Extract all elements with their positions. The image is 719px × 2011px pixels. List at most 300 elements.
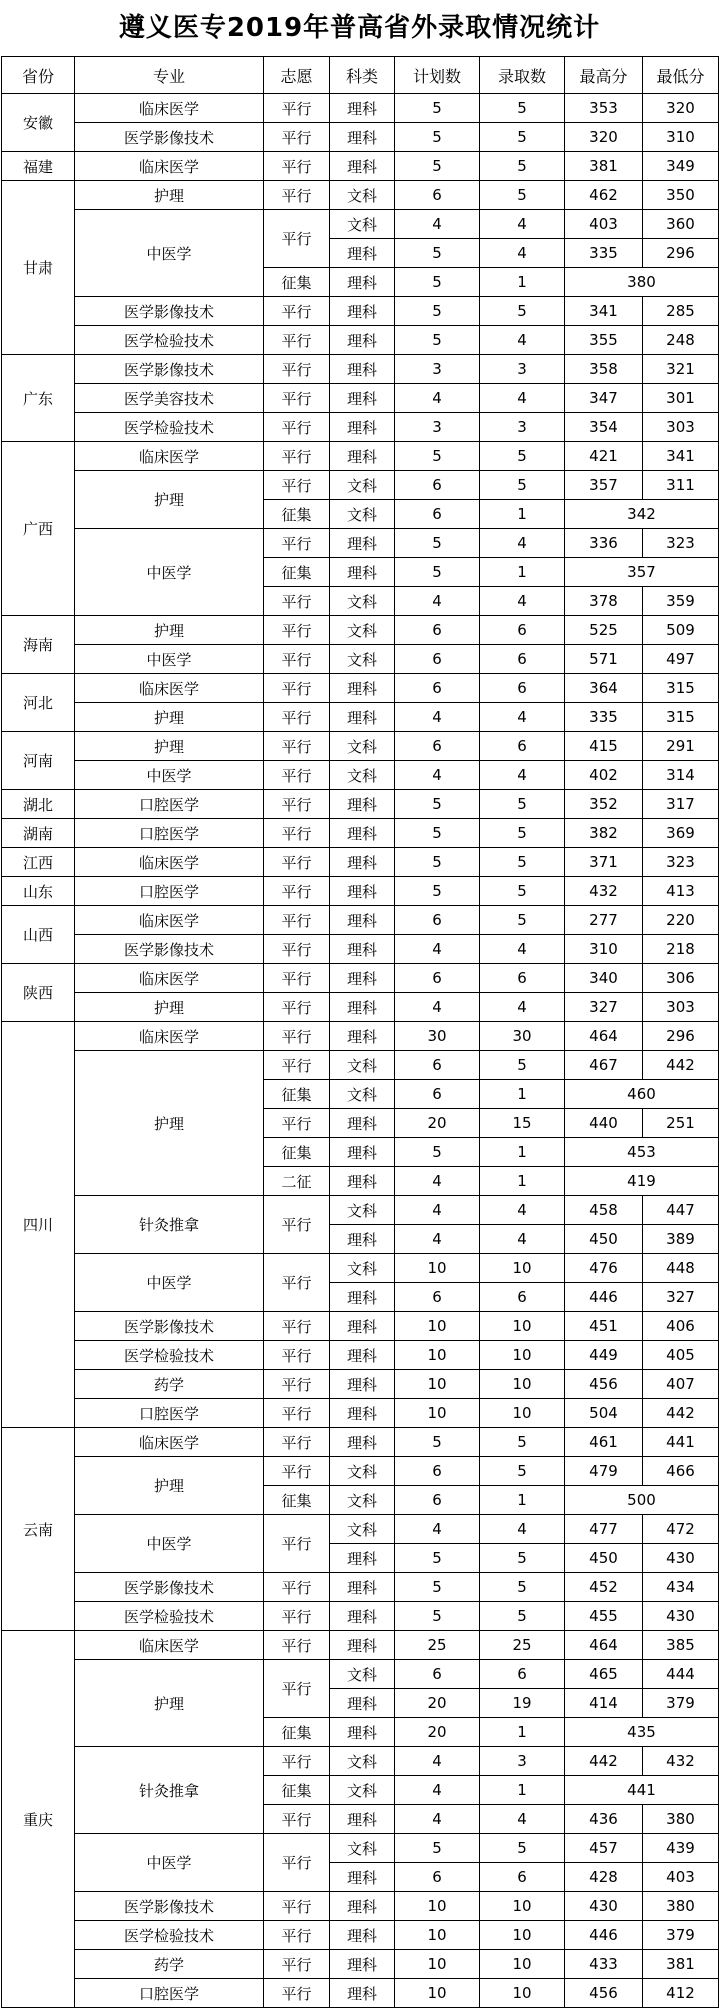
table-row — [2, 123, 719, 152]
admitted-cell: 1 — [480, 1080, 565, 1109]
admitted-cell: 19 — [480, 1689, 565, 1718]
plan-cell: 4 — [395, 935, 480, 964]
major-cell: 口腔医学 — [75, 1399, 264, 1428]
plan-cell: 6 — [395, 471, 480, 500]
admitted-cell: 3 — [480, 413, 565, 442]
subject-cell: 理科 — [330, 819, 395, 848]
max-score-cell: 320 — [565, 123, 643, 152]
max-score-cell: 277 — [565, 906, 643, 935]
score-cell: 453 — [565, 1138, 719, 1167]
score-cell: 419 — [565, 1167, 719, 1196]
subject-cell: 理科 — [330, 384, 395, 413]
max-score-cell: 571 — [565, 645, 643, 674]
admitted-cell: 5 — [480, 471, 565, 500]
max-score-cell: 446 — [565, 1921, 643, 1950]
admitted-cell: 4 — [480, 587, 565, 616]
min-score-cell: 466 — [643, 1457, 719, 1486]
max-score-cell: 428 — [565, 1863, 643, 1892]
table-row — [2, 1341, 719, 1370]
major-cell: 医学检验技术 — [75, 326, 264, 355]
table-row — [2, 1254, 719, 1283]
subject-cell: 理科 — [330, 529, 395, 558]
choice-cell: 平行 — [264, 1892, 330, 1921]
choice-cell: 平行 — [264, 1631, 330, 1660]
major-cell: 医学影像技术 — [75, 355, 264, 384]
table-row — [2, 1979, 719, 2008]
score-cell: 342 — [565, 500, 719, 529]
choice-cell: 平行 — [264, 1109, 330, 1138]
max-score-cell: 433 — [565, 1950, 643, 1979]
max-score-cell: 442 — [565, 1747, 643, 1776]
admitted-cell: 6 — [480, 1660, 565, 1689]
min-score-cell: 442 — [643, 1399, 719, 1428]
subject-cell: 理科 — [330, 1892, 395, 1921]
table-row — [2, 94, 719, 123]
choice-cell: 二征 — [264, 1167, 330, 1196]
province-cell: 海南 — [2, 616, 75, 674]
max-score-cell: 415 — [565, 732, 643, 761]
table-header-row — [2, 57, 719, 94]
major-cell: 医学美容技术 — [75, 384, 264, 413]
min-score-cell: 314 — [643, 761, 719, 790]
admitted-cell: 1 — [480, 558, 565, 587]
table-row — [2, 326, 719, 355]
subject-cell: 理科 — [330, 1921, 395, 1950]
admitted-cell: 4 — [480, 1805, 565, 1834]
admitted-cell: 10 — [480, 1979, 565, 2008]
choice-cell: 平行 — [264, 1022, 330, 1051]
subject-cell: 文科 — [330, 1834, 395, 1863]
plan-cell: 4 — [395, 1515, 480, 1544]
plan-cell: 5 — [395, 442, 480, 471]
plan-cell: 5 — [395, 819, 480, 848]
subject-cell: 理科 — [330, 442, 395, 471]
score-cell: 441 — [565, 1776, 719, 1805]
max-score-cell: 353 — [565, 94, 643, 123]
min-score-cell: 430 — [643, 1602, 719, 1631]
subject-cell: 理科 — [330, 1312, 395, 1341]
max-score-cell: 457 — [565, 1834, 643, 1863]
min-score-cell: 317 — [643, 790, 719, 819]
major-cell: 医学影像技术 — [75, 297, 264, 326]
min-score-cell: 442 — [643, 1051, 719, 1080]
choice-cell: 平行 — [264, 732, 330, 761]
choice-cell: 平行 — [264, 355, 330, 384]
score-cell: 460 — [565, 1080, 719, 1109]
max-score-cell: 461 — [565, 1428, 643, 1457]
admitted-cell: 5 — [480, 94, 565, 123]
min-score-cell: 448 — [643, 1254, 719, 1283]
choice-cell: 平行 — [264, 326, 330, 355]
province-cell: 云南 — [2, 1428, 75, 1631]
min-score-cell: 306 — [643, 964, 719, 993]
admitted-cell: 6 — [480, 616, 565, 645]
major-cell: 护理 — [75, 1457, 264, 1515]
major-cell: 临床医学 — [75, 94, 264, 123]
subject-cell: 文科 — [330, 1457, 395, 1486]
min-score-cell: 509 — [643, 616, 719, 645]
choice-cell: 征集 — [264, 1776, 330, 1805]
subject-cell: 理科 — [330, 94, 395, 123]
subject-cell: 理科 — [330, 1689, 395, 1718]
choice-cell: 征集 — [264, 1718, 330, 1747]
table-row — [2, 1892, 719, 1921]
choice-cell: 平行 — [264, 877, 330, 906]
province-cell: 四川 — [2, 1022, 75, 1428]
choice-cell: 平行 — [264, 413, 330, 442]
min-score-cell: 441 — [643, 1428, 719, 1457]
max-score-cell: 432 — [565, 877, 643, 906]
subject-cell: 文科 — [330, 1254, 395, 1283]
subject-cell: 理科 — [330, 935, 395, 964]
plan-cell: 20 — [395, 1718, 480, 1747]
subject-cell: 文科 — [330, 645, 395, 674]
province-cell: 广东 — [2, 355, 75, 442]
min-score-cell: 323 — [643, 529, 719, 558]
major-cell: 针灸推拿 — [75, 1747, 264, 1834]
min-score-cell: 407 — [643, 1370, 719, 1399]
min-score-cell: 380 — [643, 1892, 719, 1921]
plan-cell: 5 — [395, 877, 480, 906]
table-row — [2, 1312, 719, 1341]
max-score-cell: 358 — [565, 355, 643, 384]
min-score-cell: 248 — [643, 326, 719, 355]
table-body — [2, 94, 719, 2008]
col-admitted-header: 录取数 — [480, 57, 565, 94]
plan-cell: 4 — [395, 993, 480, 1022]
col-min-header: 最低分 — [643, 57, 719, 94]
plan-cell: 6 — [395, 732, 480, 761]
province-cell: 陕西 — [2, 964, 75, 1022]
table-row — [2, 935, 719, 964]
plan-cell: 5 — [395, 268, 480, 297]
choice-cell: 平行 — [264, 1979, 330, 2008]
plan-cell: 4 — [395, 761, 480, 790]
province-cell: 河北 — [2, 674, 75, 732]
choice-cell: 平行 — [264, 1660, 330, 1718]
choice-cell: 平行 — [264, 761, 330, 790]
major-cell: 临床医学 — [75, 674, 264, 703]
subject-cell: 理科 — [330, 877, 395, 906]
choice-cell: 平行 — [264, 616, 330, 645]
min-score-cell: 320 — [643, 94, 719, 123]
admitted-cell: 30 — [480, 1022, 565, 1051]
max-score-cell: 455 — [565, 1602, 643, 1631]
subject-cell: 理科 — [330, 1805, 395, 1834]
min-score-cell: 413 — [643, 877, 719, 906]
subject-cell: 理科 — [330, 355, 395, 384]
admitted-cell: 5 — [480, 297, 565, 326]
plan-cell: 6 — [395, 1457, 480, 1486]
choice-cell: 平行 — [264, 906, 330, 935]
admitted-cell: 6 — [480, 732, 565, 761]
major-cell: 中医学 — [75, 210, 264, 297]
max-score-cell: 449 — [565, 1341, 643, 1370]
table-row — [2, 1660, 719, 1689]
admitted-cell: 1 — [480, 1776, 565, 1805]
major-cell: 护理 — [75, 993, 264, 1022]
table-row — [2, 1950, 719, 1979]
max-score-cell: 464 — [565, 1631, 643, 1660]
admitted-cell: 4 — [480, 761, 565, 790]
max-score-cell: 347 — [565, 384, 643, 413]
province-cell: 山东 — [2, 877, 75, 906]
admitted-cell: 5 — [480, 1051, 565, 1080]
max-score-cell: 336 — [565, 529, 643, 558]
max-score-cell: 371 — [565, 848, 643, 877]
choice-cell: 平行 — [264, 848, 330, 877]
major-cell: 临床医学 — [75, 906, 264, 935]
subject-cell: 理科 — [330, 1718, 395, 1747]
admitted-cell: 10 — [480, 1312, 565, 1341]
min-score-cell: 385 — [643, 1631, 719, 1660]
choice-cell: 平行 — [264, 1254, 330, 1312]
plan-cell: 10 — [395, 1312, 480, 1341]
major-cell: 口腔医学 — [75, 790, 264, 819]
subject-cell: 文科 — [330, 1486, 395, 1515]
table-row — [2, 1602, 719, 1631]
min-score-cell: 291 — [643, 732, 719, 761]
admitted-cell: 5 — [480, 1428, 565, 1457]
table-row — [2, 384, 719, 413]
choice-cell: 平行 — [264, 964, 330, 993]
max-score-cell: 467 — [565, 1051, 643, 1080]
admitted-cell: 4 — [480, 935, 565, 964]
choice-cell: 平行 — [264, 1428, 330, 1457]
min-score-cell: 321 — [643, 355, 719, 384]
max-score-cell: 430 — [565, 1892, 643, 1921]
table-row — [2, 1428, 719, 1457]
choice-cell: 平行 — [264, 442, 330, 471]
plan-cell: 3 — [395, 355, 480, 384]
plan-cell: 4 — [395, 1167, 480, 1196]
min-score-cell: 296 — [643, 1022, 719, 1051]
choice-cell: 平行 — [264, 1950, 330, 1979]
choice-cell: 征集 — [264, 1080, 330, 1109]
subject-cell: 文科 — [330, 471, 395, 500]
max-score-cell: 446 — [565, 1283, 643, 1312]
plan-cell: 6 — [395, 1863, 480, 1892]
admitted-cell: 6 — [480, 674, 565, 703]
subject-cell: 理科 — [330, 268, 395, 297]
choice-cell: 平行 — [264, 1747, 330, 1776]
subject-cell: 理科 — [330, 1225, 395, 1254]
min-score-cell: 439 — [643, 1834, 719, 1863]
admitted-cell: 15 — [480, 1109, 565, 1138]
plan-cell: 10 — [395, 1341, 480, 1370]
plan-cell: 5 — [395, 94, 480, 123]
min-score-cell: 369 — [643, 819, 719, 848]
major-cell: 临床医学 — [75, 152, 264, 181]
min-score-cell: 472 — [643, 1515, 719, 1544]
plan-cell: 5 — [395, 848, 480, 877]
major-cell: 医学检验技术 — [75, 1602, 264, 1631]
plan-cell: 4 — [395, 587, 480, 616]
min-score-cell: 379 — [643, 1921, 719, 1950]
major-cell: 中医学 — [75, 761, 264, 790]
choice-cell: 平行 — [264, 1602, 330, 1631]
max-score-cell: 456 — [565, 1979, 643, 2008]
subject-cell: 理科 — [330, 1573, 395, 1602]
subject-cell: 文科 — [330, 1051, 395, 1080]
subject-cell: 理科 — [330, 326, 395, 355]
choice-cell: 平行 — [264, 1196, 330, 1254]
major-cell: 口腔医学 — [75, 1979, 264, 2008]
province-cell: 山西 — [2, 906, 75, 964]
subject-cell: 理科 — [330, 848, 395, 877]
table-row — [2, 471, 719, 500]
admitted-cell: 5 — [480, 1457, 565, 1486]
table-row — [2, 1196, 719, 1225]
table-row — [2, 848, 719, 877]
plan-cell: 6 — [395, 1486, 480, 1515]
plan-cell: 4 — [395, 384, 480, 413]
table-row — [2, 1022, 719, 1051]
plan-cell: 5 — [395, 790, 480, 819]
plan-cell: 5 — [395, 239, 480, 268]
max-score-cell: 465 — [565, 1660, 643, 1689]
admitted-cell: 5 — [480, 1602, 565, 1631]
choice-cell: 平行 — [264, 384, 330, 413]
table-row — [2, 616, 719, 645]
admitted-cell: 5 — [480, 152, 565, 181]
table-row — [2, 1051, 719, 1080]
min-score-cell: 251 — [643, 1109, 719, 1138]
plan-cell: 4 — [395, 1225, 480, 1254]
subject-cell: 理科 — [330, 413, 395, 442]
min-score-cell: 447 — [643, 1196, 719, 1225]
major-cell: 医学检验技术 — [75, 413, 264, 442]
min-score-cell: 430 — [643, 1544, 719, 1573]
max-score-cell: 354 — [565, 413, 643, 442]
major-cell: 中医学 — [75, 1254, 264, 1312]
choice-cell: 征集 — [264, 558, 330, 587]
subject-cell: 理科 — [330, 674, 395, 703]
admitted-cell: 5 — [480, 1573, 565, 1602]
plan-cell: 5 — [395, 297, 480, 326]
min-score-cell: 303 — [643, 413, 719, 442]
province-cell: 河南 — [2, 732, 75, 790]
min-score-cell: 497 — [643, 645, 719, 674]
choice-cell: 平行 — [264, 935, 330, 964]
max-score-cell: 436 — [565, 1805, 643, 1834]
table-row — [2, 993, 719, 1022]
subject-cell: 理科 — [330, 123, 395, 152]
choice-cell: 平行 — [264, 297, 330, 326]
plan-cell: 5 — [395, 529, 480, 558]
subject-cell: 文科 — [330, 1515, 395, 1544]
admitted-cell: 5 — [480, 819, 565, 848]
major-cell: 医学影像技术 — [75, 123, 264, 152]
subject-cell: 理科 — [330, 703, 395, 732]
admitted-cell: 5 — [480, 906, 565, 935]
plan-cell: 6 — [395, 674, 480, 703]
choice-cell: 平行 — [264, 210, 330, 268]
table-row — [2, 1515, 719, 1544]
choice-cell: 平行 — [264, 587, 330, 616]
plan-cell: 4 — [395, 703, 480, 732]
admitted-cell: 4 — [480, 1515, 565, 1544]
choice-cell: 平行 — [264, 1399, 330, 1428]
province-cell: 甘肃 — [2, 181, 75, 355]
choice-cell: 平行 — [264, 1515, 330, 1573]
plan-cell: 6 — [395, 1080, 480, 1109]
min-score-cell: 412 — [643, 1979, 719, 2008]
table-row — [2, 1921, 719, 1950]
admitted-cell: 1 — [480, 268, 565, 297]
max-score-cell: 440 — [565, 1109, 643, 1138]
table-row — [2, 210, 719, 239]
table-row — [2, 1631, 719, 1660]
admitted-cell: 3 — [480, 355, 565, 384]
admitted-cell: 4 — [480, 384, 565, 413]
admitted-cell: 10 — [480, 1370, 565, 1399]
max-score-cell: 340 — [565, 964, 643, 993]
choice-cell: 平行 — [264, 790, 330, 819]
choice-cell: 平行 — [264, 471, 330, 500]
max-score-cell: 357 — [565, 471, 643, 500]
table-row — [2, 645, 719, 674]
subject-cell: 文科 — [330, 1747, 395, 1776]
major-cell: 护理 — [75, 1051, 264, 1196]
choice-cell: 平行 — [264, 1312, 330, 1341]
plan-cell: 4 — [395, 1776, 480, 1805]
admitted-cell: 4 — [480, 703, 565, 732]
table-row — [2, 297, 719, 326]
major-cell: 医学影像技术 — [75, 935, 264, 964]
choice-cell: 平行 — [264, 529, 330, 558]
min-score-cell: 218 — [643, 935, 719, 964]
table-row — [2, 703, 719, 732]
table-row — [2, 529, 719, 558]
admitted-cell: 4 — [480, 326, 565, 355]
table-row — [2, 1834, 719, 1863]
subject-cell: 文科 — [330, 1660, 395, 1689]
subject-cell: 理科 — [330, 1399, 395, 1428]
admitted-cell: 1 — [480, 1486, 565, 1515]
plan-cell: 10 — [395, 1399, 480, 1428]
admitted-cell: 1 — [480, 500, 565, 529]
major-cell: 中医学 — [75, 645, 264, 674]
choice-cell: 平行 — [264, 703, 330, 732]
subject-cell: 理科 — [330, 1602, 395, 1631]
subject-cell: 文科 — [330, 1196, 395, 1225]
score-cell: 500 — [565, 1486, 719, 1515]
province-cell: 湖北 — [2, 790, 75, 819]
plan-cell: 20 — [395, 1689, 480, 1718]
plan-cell: 10 — [395, 1921, 480, 1950]
choice-cell: 平行 — [264, 1341, 330, 1370]
max-score-cell: 456 — [565, 1370, 643, 1399]
min-score-cell: 296 — [643, 239, 719, 268]
table-row — [2, 1457, 719, 1486]
max-score-cell: 364 — [565, 674, 643, 703]
max-score-cell: 355 — [565, 326, 643, 355]
choice-cell: 平行 — [264, 674, 330, 703]
choice-cell: 平行 — [264, 152, 330, 181]
max-score-cell: 381 — [565, 152, 643, 181]
min-score-cell: 381 — [643, 1950, 719, 1979]
admission-table — [1, 56, 719, 2008]
subject-cell: 理科 — [330, 1631, 395, 1660]
province-cell: 福建 — [2, 152, 75, 181]
admitted-cell: 10 — [480, 1341, 565, 1370]
max-score-cell: 451 — [565, 1312, 643, 1341]
subject-cell: 理科 — [330, 1341, 395, 1370]
admitted-cell: 1 — [480, 1138, 565, 1167]
plan-cell: 5 — [395, 1602, 480, 1631]
admitted-cell: 4 — [480, 239, 565, 268]
